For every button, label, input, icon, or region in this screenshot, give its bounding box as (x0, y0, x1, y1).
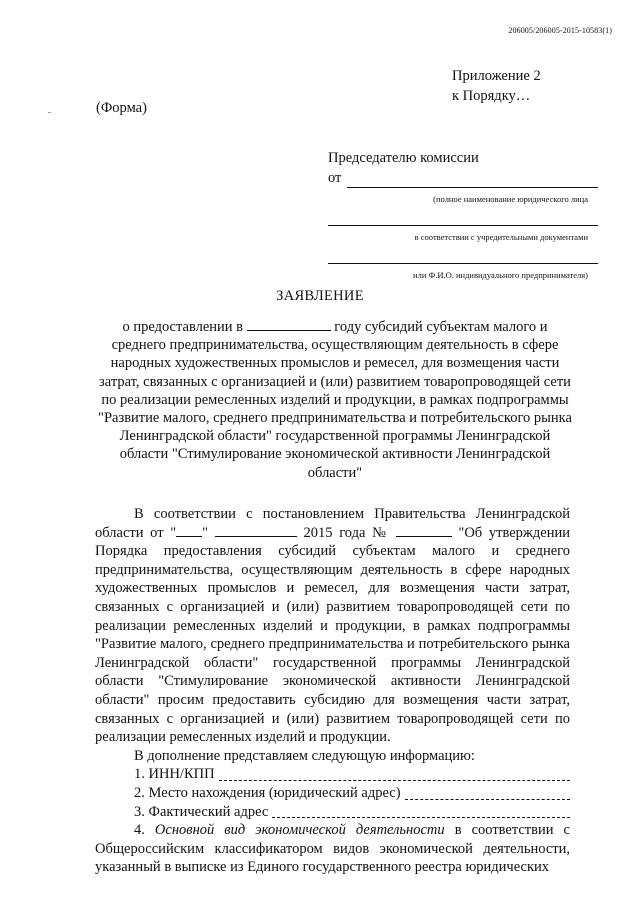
subject-rest: и среднего предпринимательства, осуществляющим деятельность в сфере народных художественных промыслов и ремесел, для возмещения части затрат, связанных с организацией и (или) развитием товаропроводящей сети по реализации ремесленных изделий и продукции, в рамках подпрограммы "Развитие малого, среднего предпринимательства и потребительского рынка Ленинградской области" государственной программы Ленинградской области "Стимулирование экономической активности Ленинградской области" (98, 319, 572, 481)
appendix-line-1: Приложение 2 (452, 68, 541, 84)
hint-legal-name: (полное наименование юридического лица (433, 194, 588, 204)
paragraph-2: В дополнение представляем следующую информацию: (134, 747, 475, 764)
from-line (328, 168, 598, 188)
item-legal-address-label: 2. Место нахождения (юридический адрес) (134, 784, 401, 801)
item-activity-rest: в соответствии с Общероссийским классификатором видов экономической деятельности, указанный в выписке из Единого государственного реестра юридических (95, 822, 570, 876)
item-activity (95, 821, 570, 877)
year-blank (247, 318, 331, 331)
p1-quote: " (202, 524, 209, 541)
appendix-note (452, 66, 541, 106)
blank-line-2 (328, 247, 598, 264)
scan-mark (48, 112, 51, 113)
item-legal-address (95, 784, 570, 803)
item-actual-address (95, 803, 570, 822)
blank-line-1 (328, 209, 598, 226)
item-legal-address-blank (405, 787, 570, 800)
day-blank (176, 524, 202, 537)
hint-entrepreneur: или Ф.И.О. индивидуального предпринимателя) (413, 270, 588, 280)
paragraph-1 (95, 505, 570, 747)
p1-start: В соответствии с постановлением Правительства Ленинградской области от " (95, 506, 570, 541)
item-inn-blank (219, 768, 570, 781)
item-actual-address-blank (272, 805, 570, 818)
addressee-title: Председателю комиссии (328, 150, 479, 166)
item-actual-address-label: 3. Фактический адрес (134, 803, 269, 820)
item-inn-label: 1. ИНН/КПП (134, 766, 215, 783)
subject-part-2: году субсидий субъектам малого (334, 319, 537, 335)
item-activity-num: 4. (134, 822, 155, 839)
appendix-line-2: к Порядку… (452, 88, 531, 104)
number-blank (396, 524, 452, 537)
document-title: ЗАЯВЛЕНИЕ (276, 288, 364, 304)
from-blank (347, 173, 598, 188)
p1-year: 2015 года № (303, 524, 390, 541)
item-activity-emph: Основной вид экономической деятельности (154, 822, 445, 839)
addressee-block (328, 148, 598, 285)
month-blank (215, 524, 297, 537)
hint-founding-docs: в соответствии с учредительными документами (414, 232, 588, 242)
p1-rest: "Об утверждении Порядка предоставления субсидий субъектам малого и среднего предпринимательства, осуществляющим деятельность в сфере народных художественных промыслов и ремесел, для возмещения части затрат, связанных с организацией и (или) развитием товаропроводящей сети по реализации ремесленных изделий и продукции, в рамках подпрограммы "Развитие малого, среднего предпринимательства и потребительского рынка Ленинградской области" государственной программы Ленинградской области "Стимулирование экономической активности Ленинградской области" просим предоставить субсидию для возмещения части затрат, связанных с организацией и (или) развитием товаропроводящей сети по реализации ремесленных изделий и продукции. (95, 524, 571, 746)
document-id: 206005/206005-2015-10583(1) (508, 26, 612, 35)
from-label: от (328, 170, 342, 186)
form-label: (Форма) (96, 100, 147, 116)
item-inn (95, 765, 570, 784)
subject-part-1: о предоставлении в (122, 319, 244, 335)
body-text (95, 505, 570, 877)
subject-block (95, 318, 575, 482)
